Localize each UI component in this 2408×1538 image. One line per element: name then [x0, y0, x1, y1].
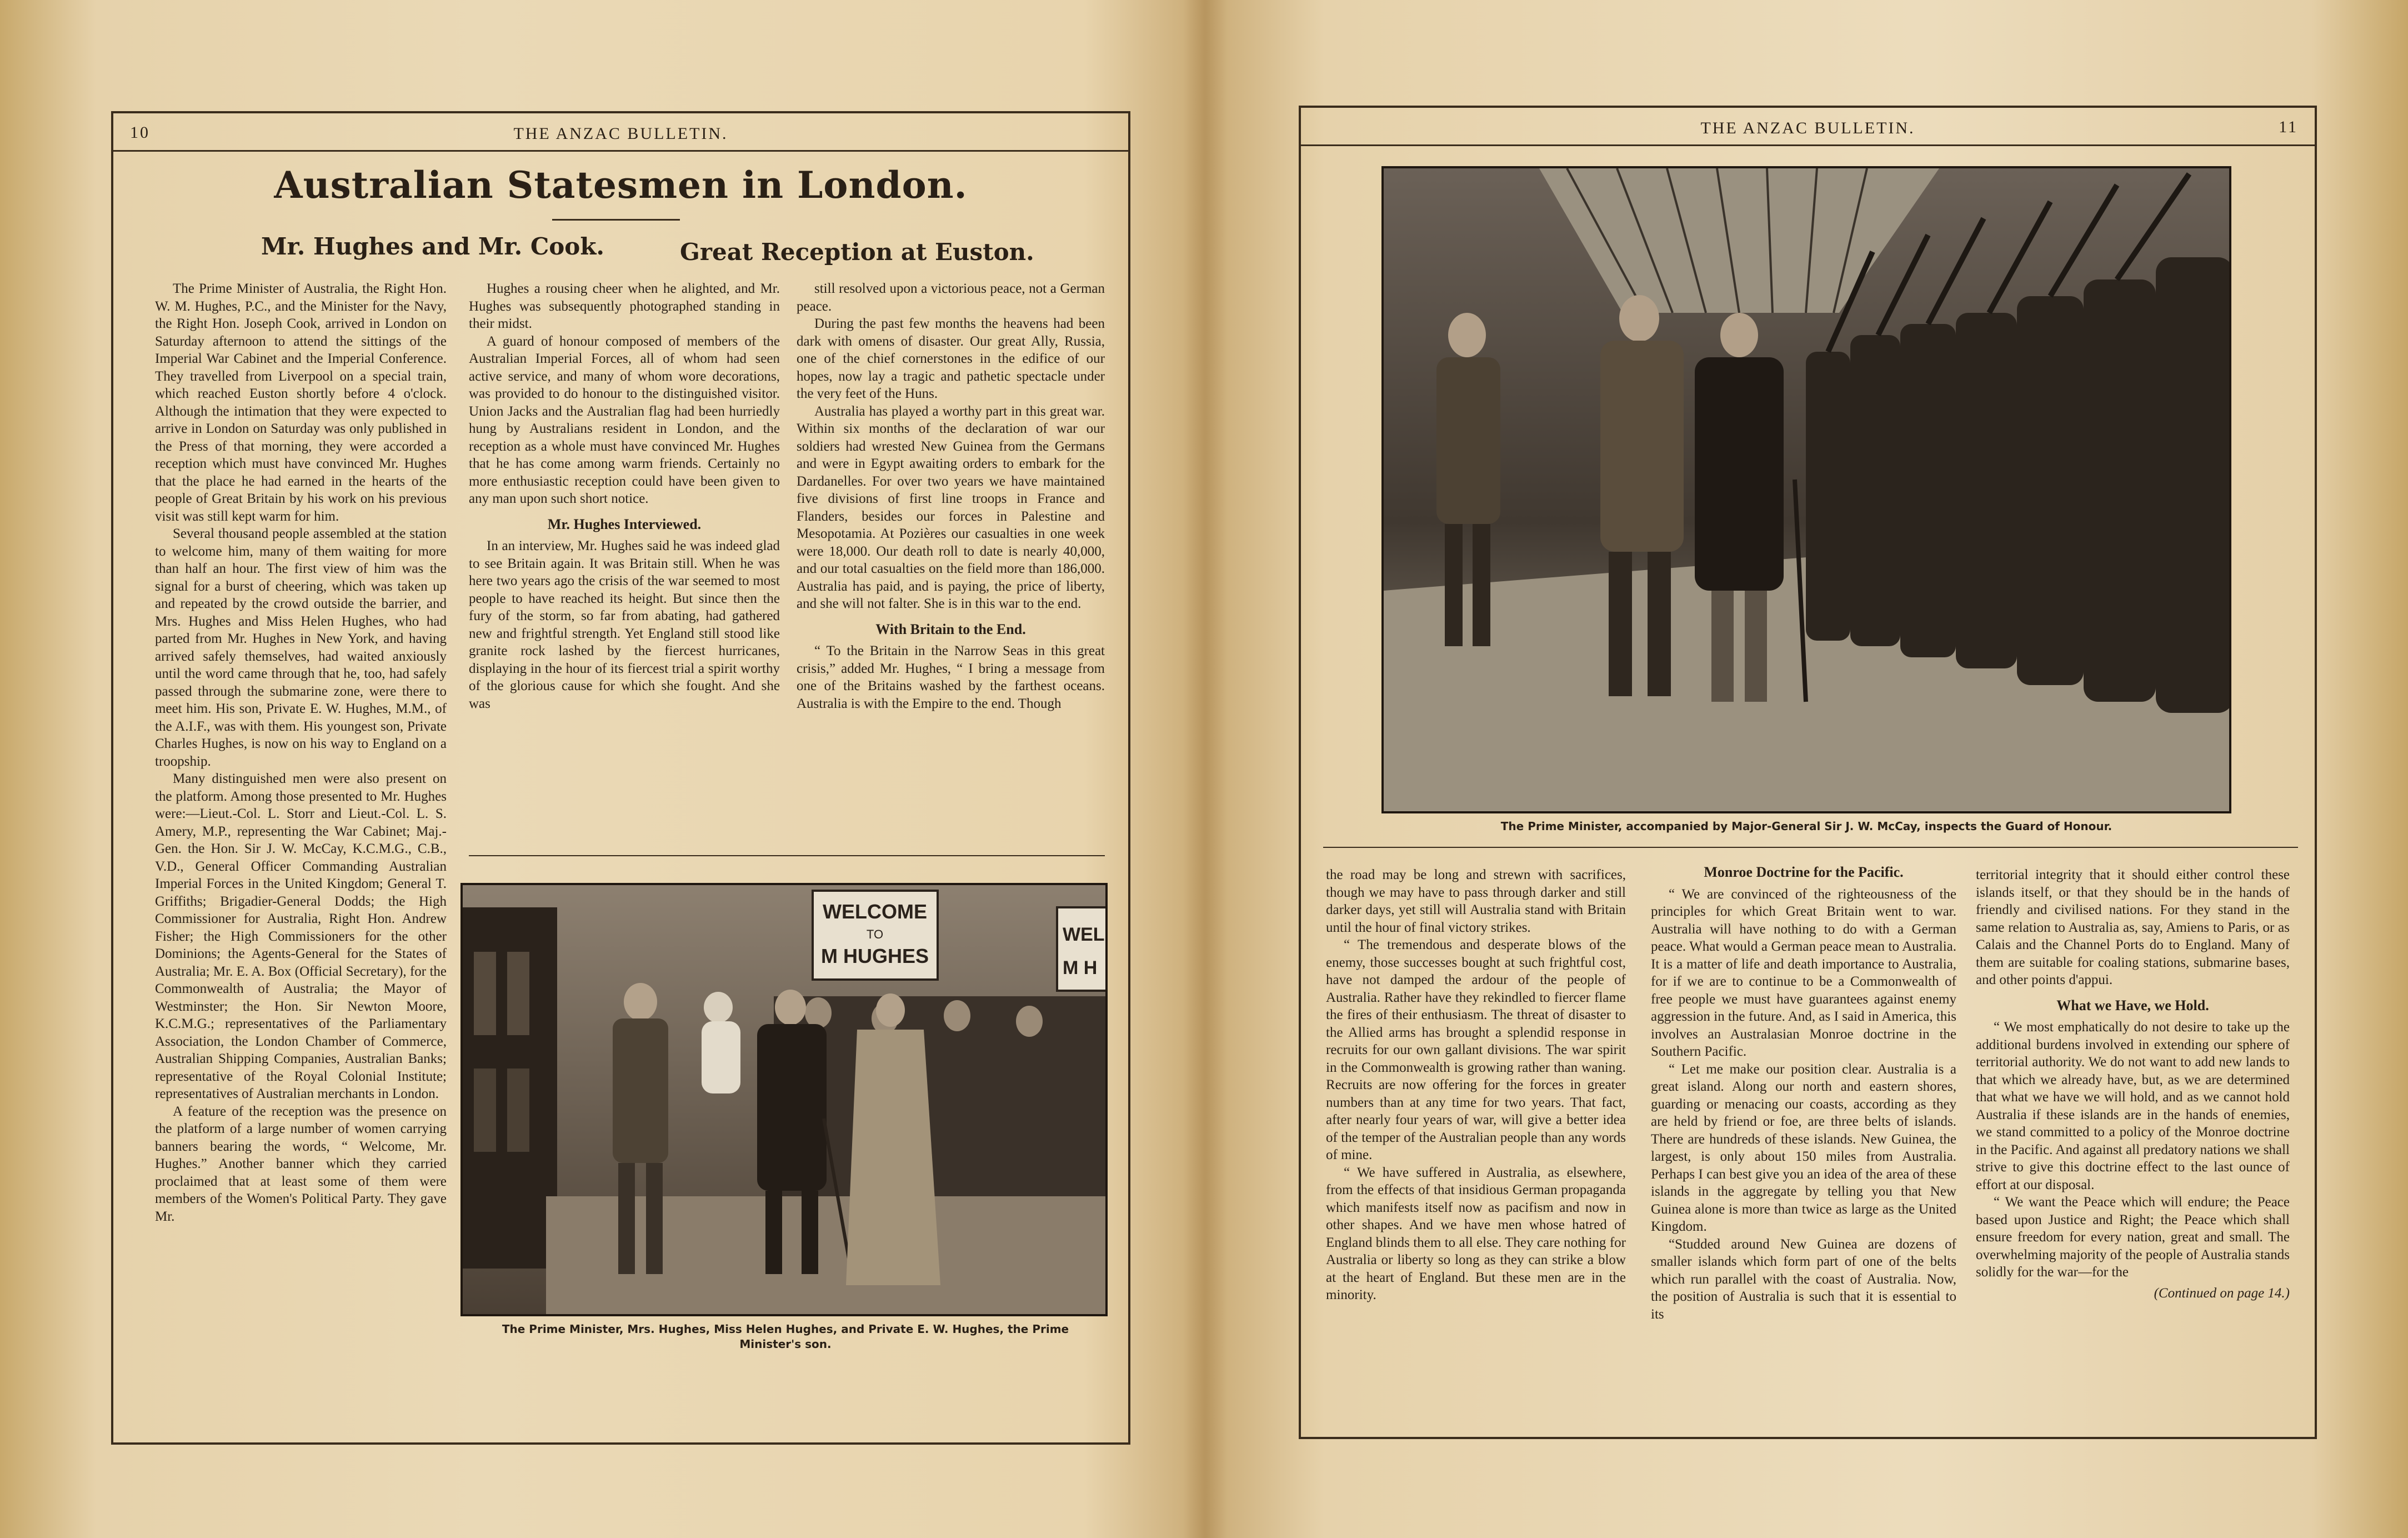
paragraph: “ We have suffered in Australia, as elsewhere, from the effects of that insidious German propaganda which manifests itself now as pacifism and now in other shapes. And we have men whose hatred of England blinds them to all else. They care nothing for Australia or liberty so long as they can strike a blow at the heart of England. But these men are in the minority.: [1326, 1165, 1626, 1302]
section-heading: Mr. Hughes Interviewed.: [547, 516, 702, 532]
svg-text:M HUGHES: M HUGHES: [820, 945, 929, 967]
paragraph: In an interview, Mr. Hughes said he was indeed glad to see Britain again. It was Britain still. When he was here two years ago the crisis of the war seemed to most people to have reached its height. But since then the fury of the storm, so far from abating, had gathered new and frightful strength. Yet England still stood like granite rock lashed by the fiercest hurricanes, displaying in the hour of its fiercest trial a spirit worthy of the glorious cause for which she fought. And she was: [469, 538, 780, 711]
running-title: THE ANZAC BULLETIN.: [1700, 119, 1915, 137]
paragraph: “ The tremendous and desperate blows of the enemy, those successes bought at such frightful cost, have not damped the ardour of the people of Australia. Rather have they rekindled to fiercer flame the fires of their enthusiasm. The threat of disaster to the Allied arms has brought a splendid response in recruits for our own gallant divisions. The war spirit in the Commonwealth is growing rather than waning. Recruits are now offering for the forces in greater numbers than at any time for two years. That fact, after nearly four years of war, will give a better idea of the temper of the Australian people than any words of mine.: [1326, 937, 1626, 1162]
page-number: 10: [130, 123, 150, 142]
column-rule: [1323, 847, 2298, 848]
paragraph: Australia has played a worthy part in this great war. Within six months of the declaration of war our soldiers had wrested New Guinea from the Germans and were in Egypt awaiting orders to embark for the Dardanelles. For over two years we have maintained five divisions of first line troops in France and Flanders, besides our forces in Palestine and Mesopotamia. At Pozières our casualties in one week were 18,000. Our death roll to date is nearly 40,000, and our total casualties on the field more than 186,000. Australia has paid, and is paying, the price of liberty, and she will not falter. She is in this war to the end.: [797, 403, 1105, 611]
photo-caption: The Prime Minister, Mrs. Hughes, Miss Helen Hughes, and Private E. W. Hughes, the Prime Minister's son.: [502, 1322, 1069, 1351]
paragraph: the road may be long and strewn with sacrifices, though we may have to pass through darker and still darker days, yet still will Australia stand with Britain until the hour of final victory strikes.: [1326, 867, 1626, 935]
running-title: THE ANZAC BULLETIN.: [513, 124, 728, 143]
paragraph: The Prime Minister of Australia, the Right Hon. W. M. Hughes, P.C., and the Minister for the Navy, the Right Hon. Joseph Cook, arrived in London on Saturday afternoon to attend the sittings of the Imperial War Cabinet and the Imperial Conference. They travelled from Liverpool on a special train, which reached Euston shortly before 4 o'clock. Although the intimation that they were expected to arrive in London on Saturday was only published in the Press of that morning, they were accorded a reception which must have convinced Mr. Hughes that the place he had earned in the hearts of the people of Great Britain by his work on his previous visit was still kept warm for him.: [155, 281, 447, 524]
headline-rule: [552, 219, 680, 221]
svg-text:TO: TO: [866, 927, 884, 941]
paragraph: “Studded around New Guinea are dozens of smaller islands which form part of one of the belts which run parallel with the coast of Australia. Now, the position of Australia is such that it is essential to its: [1651, 1236, 1956, 1322]
right-column-1: [1326, 866, 1626, 1411]
paragraph: Many distinguished men were also present on the platform. Among those presented to Mr. Hughes were:—Lieut.-Col. L. Storr and Lieut.-Col. L. S. Amery, M.P., representing the War Cabinet; Maj.-Gen. the Hon. Sir J. W. McCay, K.C.M.G., C.B., V.D., General Officer Commanding Australian Imperial Forces in the United Kingdom; General T. Griffiths; Brigadier-General Dodds; the High Commissioner for Australia, Right Hon. Andrew Fisher; the High Commissioners for the other Dominions; the Agents-General for the States of Australia; Mr. E. A. Box (Official Secretary), for the Commonwealth of Australia; the Mayor of Westminster; the Hon. Sir Newton Moore, K.C.M.G.; representatives of the Parliamentary Association, the London Chamber of Commerce, Australian Shipping Companies, Australian Banks; representative of the Royal Colonial Institute; representatives of Australian merchants in London.: [155, 771, 447, 1101]
subhead-left: Mr. Hughes and Mr. Cook.: [261, 233, 605, 260]
svg-text:M H: M H: [1063, 957, 1098, 978]
paragraph: “ We are convinced of the righteousness of the principles for which Great Britain went to war. Australia will have nothing to do with a German peace. What would a German peace mean to Australia. It is a matter of life and death importance to Australia, for if we are to continue to be a Commonwealth of free people we must have guarantees against enemy aggression in the future. And, as I said in America, this involves an Australasian Monroe doctrine in the Southern Pacific.: [1651, 886, 1956, 1059]
right-column-3: [1976, 866, 2290, 1411]
paragraph: Several thousand people assembled at the station to welcome him, many of them waiting for more than half an hour. The first view of him was the signal for a burst of cheering, which was taken up and repeated by the crowd outside the barrier, and Mrs. Hughes and Miss Helen Hughes, who had parted from Mr. Hughes in New York, and having arrived safely themselves, had waited anxiously until the word came through that he, too, had safely passed through the submarine zone, were there to meet him. His son, Private E. W. Hughes, M.M., of the A.I.F., was with them. His youngest son, Private Charles Hughes, is now on his way to England on a troopship.: [155, 526, 447, 769]
svg-text:WEL: WEL: [1063, 924, 1105, 945]
paragraph: A guard of honour composed of members of the Australian Imperial Forces, all of whom had seen active service, and many of whom wore decorations, was provided to do honour to the distinguished visitor. Union Jacks and the Australian flag had been hurriedly hung by Australians resident in London, and the reception as a whole must have convinced Mr. Hughes that he has come among warm friends. Certainly no more enthusiastic reception could have been given to any man upon such short notice.: [469, 333, 780, 506]
left-column-3: [797, 280, 1105, 936]
paragraph: “ To the Britain in the Narrow Seas in this great crisis,” added Mr. Hughes, “ I bring a message from one of the Britains washed by the farthest oceans. Australia is with the Empire to the end. Though: [797, 643, 1105, 711]
paragraph: A feature of the reception was the presence on the platform of a large number of women carrying banners bearing the words, “ Welcome, Mr. Hughes.” Another banner which they carried proclaimed that at least some of them were members of the Women's Political Party. They gave Mr.: [155, 1103, 447, 1224]
article-headline: Australian Statesmen in London.: [274, 163, 968, 207]
section-heading: Monroe Doctrine for the Pacific.: [1704, 864, 1904, 880]
paragraph: Hughes a rousing cheer when he alighted, and Mr. Hughes was subsequently photographed standing in their midst.: [469, 281, 780, 331]
paragraph: still resolved upon a victorious peace, not a German peace.: [797, 281, 1105, 314]
paragraph: “ We most emphatically do not desire to take up the additional burdens involved in extending our sphere of territorial authority. We do not want to add new lands to that which we already have, but, as we are determined that what we have we will hold, and as we cannot hold Australia if these islands are in the hands of enemies, we stand committed to a policy of the Monroe doctrine in the Pacific. And against all predatory nations we shall strive to give this doctrine effect to the last ounce of effort at our disposal.: [1976, 1020, 2290, 1192]
left-column-1: [155, 280, 447, 1425]
running-head: [113, 119, 1128, 152]
left-column-2: [469, 280, 780, 936]
left-page: [111, 111, 1130, 1445]
section-heading: What we Have, we Hold.: [2056, 997, 2209, 1013]
paragraph: During the past few months the heavens had been dark with omens of disaster. Our great Ally, Russia, one of the chief cornerstones in the edifice of our hopes, now lay a tragic and pathetic spectacle under the very feet of the Huns.: [797, 316, 1105, 401]
welcome-banner-side: [1057, 907, 1105, 991]
column-rule: [469, 855, 1105, 856]
running-head: [1301, 113, 2315, 146]
welcome-banner: [813, 891, 938, 980]
right-page: [1299, 106, 2317, 1439]
paragraph: “ Let me make our position clear. Australia is a great island. Along our north and eastern shores, guarding or menacing our coasts, according as they are held by friend or foe, are three belts of islands. There are hundreds of these islands. New Guinea, the largest, is only about 150 miles from Australia. Perhaps I can best give you an idea of the area of these islands in the aggregate by telling you that New Guinea alone is more than twice as large as the United Kingdom.: [1651, 1061, 1956, 1234]
right-column-2: [1651, 863, 1956, 1411]
photo-caption: The Prime Minister, accompanied by Major-General Sir J. W. McCay, inspects the Guard of Honour.: [1500, 820, 2112, 833]
section-heading: With Britain to the End.: [875, 621, 1026, 637]
subhead-right: Great Reception at Euston.: [680, 238, 1034, 266]
center-fold: [1183, 0, 1228, 1538]
guard-photo-illustration: [1384, 168, 2229, 811]
photo-family-at-station: [460, 883, 1108, 1316]
svg-text:WELCOME: WELCOME: [823, 900, 927, 923]
paragraph: territorial integrity that it should either control these islands itself, or that they should be in the hands of friendly and civilised nations. For they stand in the same relation to Australia as, say, Amiens to Paris, or as Calais and the Channel Ports do to England. Many of them are suitable for coaling stations, submarine bases, and other points d'appui.: [1976, 867, 2290, 987]
paragraph: “ We want the Peace which will endure; the Peace based upon Justice and Right; the Peace which shall ensure freedom for every nation, great and small. The overwhelming majority of the people of Australia stands solidly for the war—for the: [1976, 1195, 2290, 1280]
page-number: 11: [2279, 118, 2298, 136]
continued-note: (Continued on page 14.): [2154, 1285, 2290, 1301]
photo-guard-of-honour: [1381, 166, 2231, 813]
family-photo-illustration: [463, 885, 1105, 1314]
